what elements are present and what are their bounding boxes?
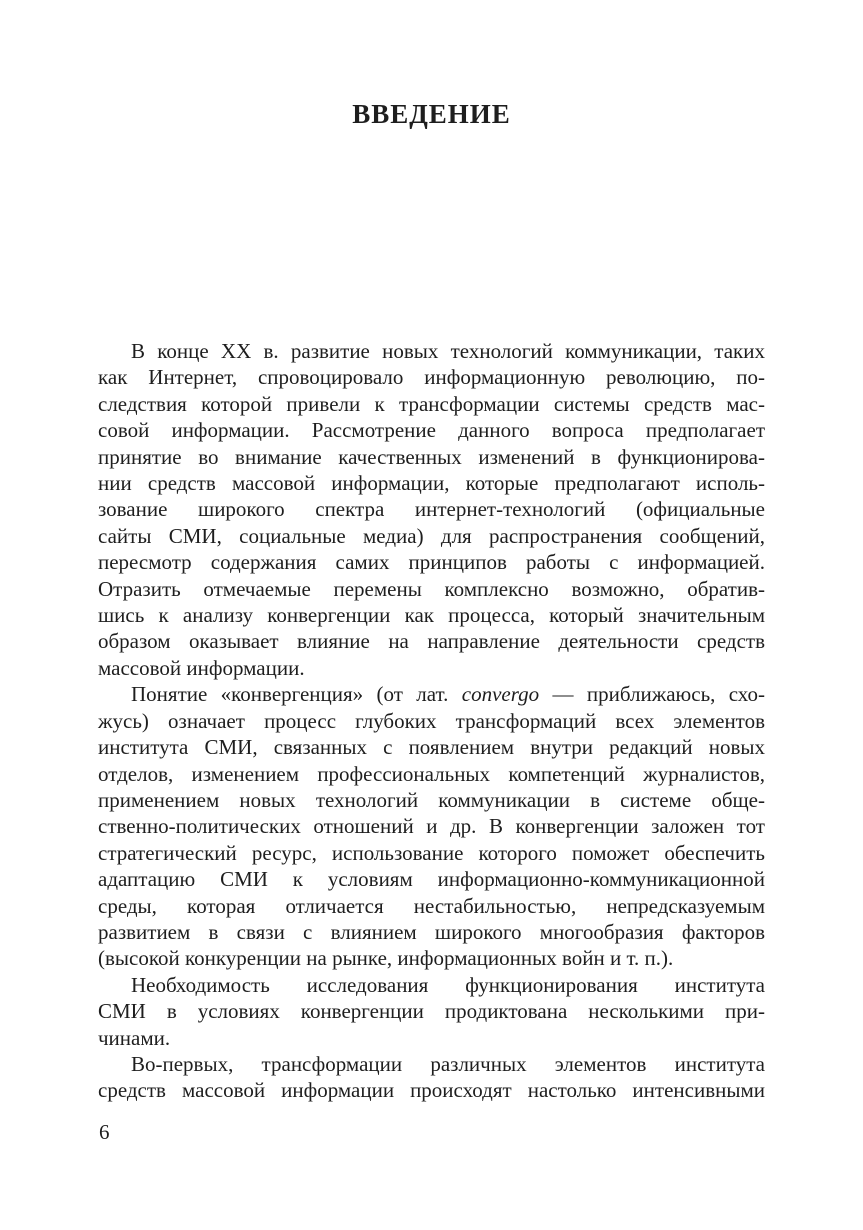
latin-term-italic: convergo xyxy=(461,682,540,707)
paragraph-1 xyxy=(98,338,765,681)
text-line: зование широкого спектра интернет-технологий (официальные xyxy=(98,497,765,522)
text-line: шись к анализу конвергенции как процесса, который значительным xyxy=(98,603,765,628)
text-line: нии средств массовой информации, которые предполагают исполь- xyxy=(98,471,765,496)
text-line: пересмотр содержания самих принципов работы с информацией. xyxy=(98,550,765,575)
text-line: института СМИ, связанных с появлением внутри редакций новых xyxy=(98,735,765,760)
text-line: ственно-политических отношений и др. В конвергенции заложен тот xyxy=(98,814,765,839)
text-line xyxy=(98,681,765,707)
text-line: (высокой конкуренции на рынке, информационных войн и т. п.). xyxy=(98,946,674,971)
text-line: отделов, изменением профессиональных компетенций журналистов, xyxy=(98,761,765,786)
chapter-title: ВВЕДЕНИЕ xyxy=(352,99,511,129)
text-line: применением новых технологий коммуникации в системе обще- xyxy=(98,787,765,812)
text-segment: — приближаюсь, схо- xyxy=(539,682,765,707)
paragraph-2 xyxy=(98,681,765,971)
text-line: массовой информации. xyxy=(98,655,305,680)
text-line: средств массовой информации происходят настолько интенсивными xyxy=(98,1078,765,1103)
text-line: сайты СМИ, социальные медиа) для распространения сообщений, xyxy=(98,523,765,548)
text-line: Отразить отмечаемые перемены комплексно возможно, обратив- xyxy=(98,576,765,601)
text-line: совой информации. Рассмотрение данного вопроса предполагает xyxy=(98,418,765,443)
text-line: Необходимость исследования функционирования института xyxy=(131,972,765,997)
page-number: 6 xyxy=(99,1120,110,1144)
paragraph-4 xyxy=(98,1051,765,1104)
paragraph-3 xyxy=(98,972,765,1051)
body-text xyxy=(98,338,765,1104)
text-line: В конце XX в. развитие новых технологий коммуникации, таких xyxy=(131,339,765,363)
text-line: чинами. xyxy=(98,1025,171,1050)
text-line: жусь) означает процесс глубоких трансформаций всех элементов xyxy=(98,708,765,733)
text-segment: Понятие «конвергенция» (от лат. xyxy=(131,682,462,707)
text-line: следствия которой привели к трансформации системы средств мас- xyxy=(98,391,765,416)
text-line: как Интернет, спровоцировало информационную революцию, по- xyxy=(98,365,765,390)
text-line: принятие во внимание качественных изменений в функционирова- xyxy=(98,444,765,469)
text-line: стратегический ресурс, использование которого поможет обеспечить xyxy=(98,840,765,865)
text-line: адаптацию СМИ к условиям информационно-коммуникационной xyxy=(98,867,765,892)
text-line: Во-первых, трансформации различных элементов института xyxy=(131,1051,765,1076)
text-line: развитием в связи с влиянием широкого многообразия факторов xyxy=(98,919,765,944)
text-line: образом оказывает влияние на направление деятельности средств xyxy=(98,629,765,654)
text-line: среды, которая отличается нестабильностью, непредсказуемым xyxy=(98,893,765,918)
text-line: СМИ в условиях конвергенции продиктована несколькими при- xyxy=(98,999,765,1024)
